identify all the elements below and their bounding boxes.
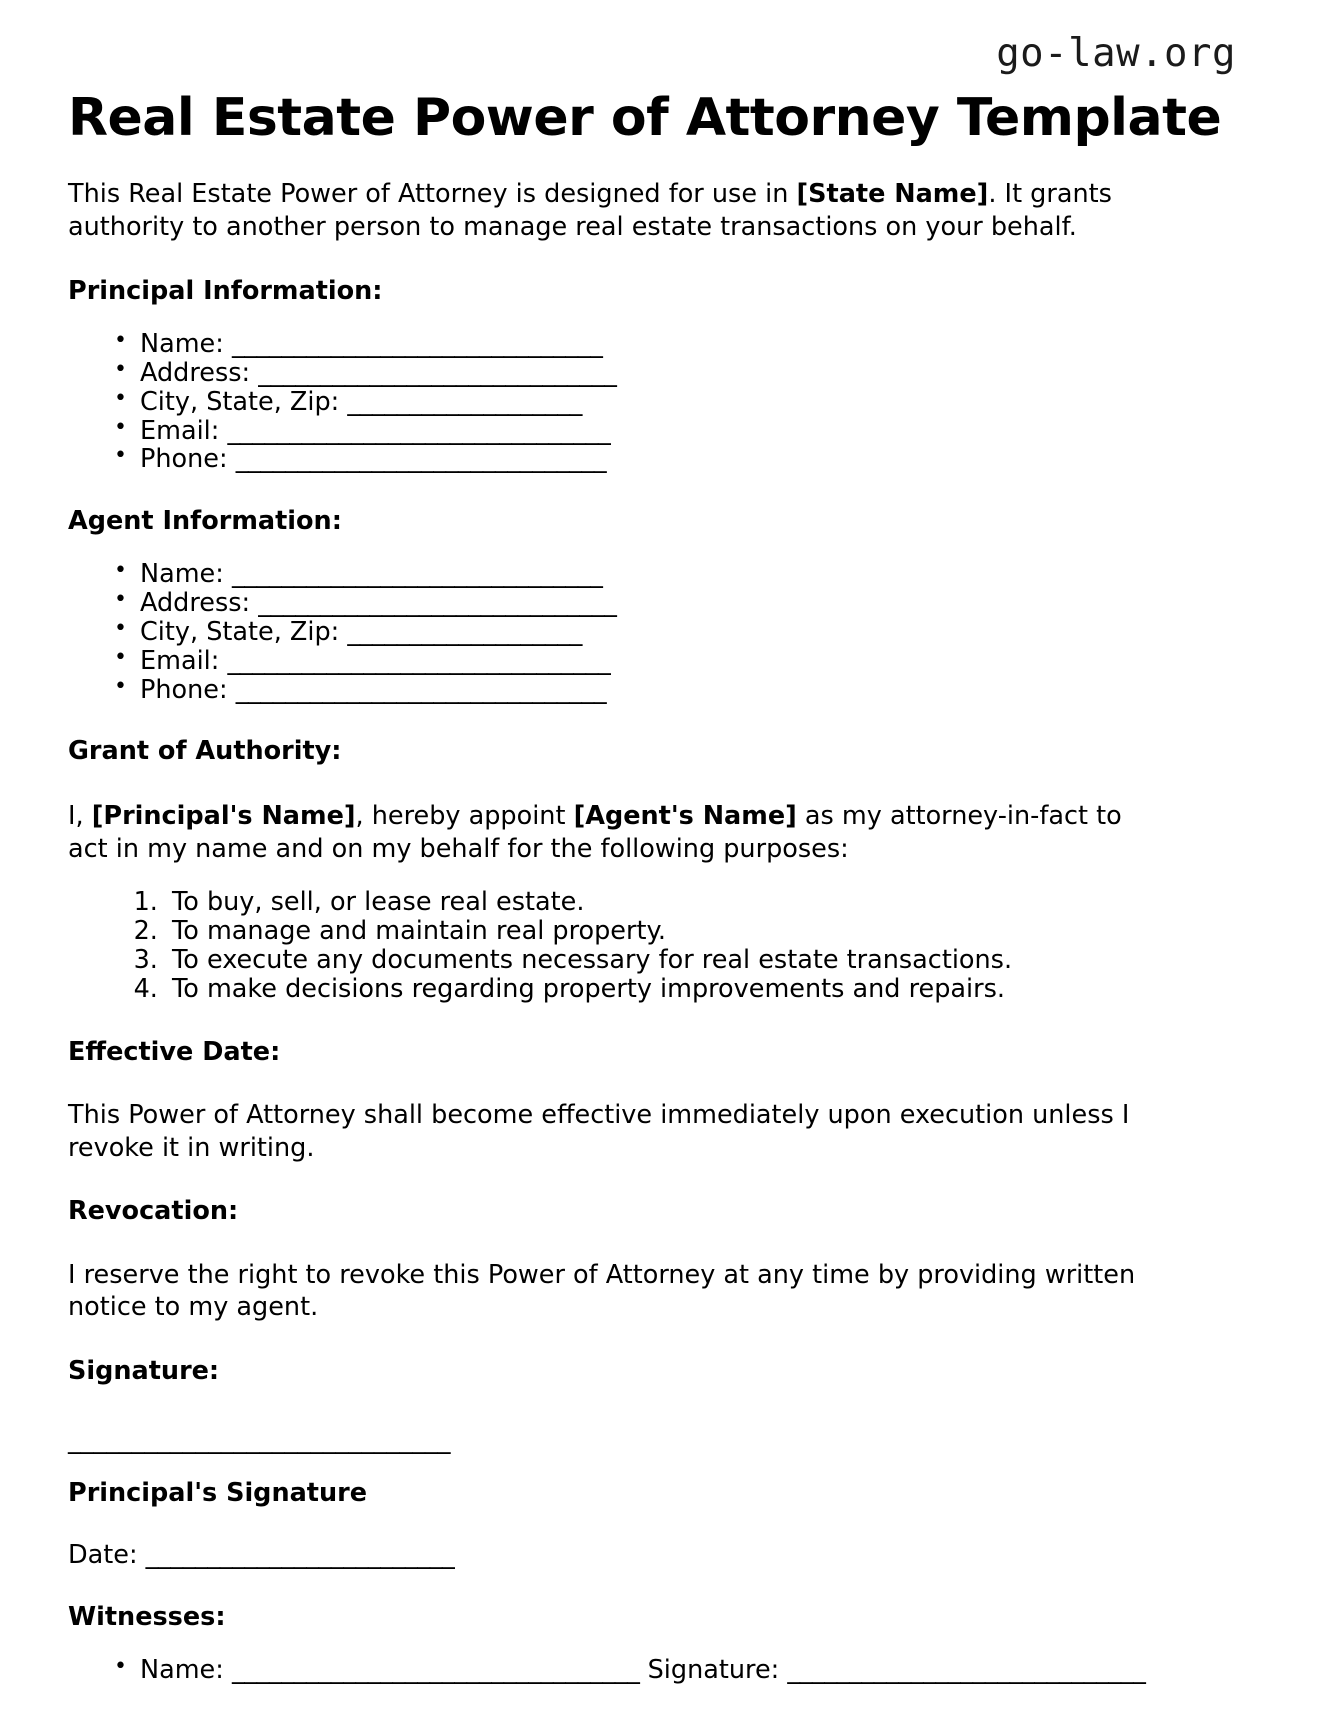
brand-row: [68, 0, 1236, 84]
list-item: [108, 676, 1236, 705]
grant-of-authority-heading: Grant of Authority:: [68, 736, 342, 767]
intro-text-part2: . It grants authority to another person to manage real estate transactions on your behalf.: [68, 179, 1112, 243]
witness-signature-label: Signature:: [647, 1655, 780, 1686]
list-item: [108, 388, 1236, 417]
field-blank: ___________________: [347, 616, 582, 647]
list-item: [108, 417, 1236, 446]
witness-signature-blank: _____________________________: [787, 1655, 1146, 1686]
list-item: [108, 618, 1236, 647]
grant-text-part1: I,: [68, 801, 92, 832]
field-blank: _______________________________: [227, 415, 611, 446]
purposes-list: [68, 888, 1236, 1004]
agent-name-placeholder: [Agent's Name]: [573, 801, 797, 832]
field-blank: _____________________________: [258, 588, 617, 619]
state-name-placeholder: [State Name]: [796, 179, 989, 210]
list-item: [108, 589, 1236, 618]
list-item: [108, 445, 1236, 474]
intro-text-part1: This Real Estate Power of Attorney is designed for use in: [68, 179, 797, 210]
field-label: Address:: [140, 588, 251, 619]
grant-text-part2: , hereby appoint: [355, 801, 574, 832]
grant-of-authority-paragraph: [68, 800, 1158, 866]
field-label: Email:: [140, 415, 220, 446]
field-blank: ______________________________: [231, 329, 603, 360]
field-label: City, State, Zip:: [140, 386, 340, 417]
signature-date-row: [68, 1540, 1236, 1570]
list-item: 2. To manage and maintain real property.: [166, 917, 1236, 946]
field-label: Name:: [140, 559, 224, 590]
effective-date-paragraph: This Power of Attorney shall become effective immediately upon execution unless I revoke it in writing.: [68, 1099, 1130, 1163]
page-title: Real Estate Power of Attorney Template: [68, 88, 1222, 148]
date-label: Date:: [68, 1540, 138, 1570]
field-blank: ______________________________: [231, 559, 603, 590]
effective-date-heading: Effective Date:: [68, 1036, 281, 1067]
field-label: Email:: [140, 645, 220, 676]
date-blank: _________________________: [145, 1540, 455, 1570]
witness-name-label: Name:: [140, 1655, 224, 1686]
field-blank: ______________________________: [235, 444, 607, 475]
list-item: 4. To make decisions regarding property improvements and repairs.: [166, 975, 1236, 1004]
agent-information-heading: Agent Information:: [68, 506, 342, 537]
principal-signature-caption: Principal's Signature: [68, 1478, 368, 1508]
agent-information-list: [68, 560, 1236, 704]
field-blank: ___________________: [347, 386, 582, 417]
witness-name-blank: _________________________________: [231, 1655, 640, 1686]
list-item: [108, 1656, 1236, 1685]
principal-signature-blank: ______________________________: [68, 1424, 451, 1455]
revocation-paragraph: I reserve the right to revoke this Power of Attorney at any time by providing written notice to my agent.: [68, 1259, 1136, 1323]
list-item: 1. To buy, sell, or lease real estate.: [166, 888, 1236, 917]
list-item: [108, 359, 1236, 388]
list-item: 3. To execute any documents necessary for real estate transactions.: [166, 946, 1236, 975]
list-item: [108, 647, 1236, 676]
witnesses-list: [68, 1656, 1236, 1685]
list-item: [108, 560, 1236, 589]
signature-heading: Signature:: [68, 1356, 220, 1387]
intro-paragraph: [68, 178, 1158, 244]
revocation-heading: Revocation:: [68, 1196, 239, 1227]
field-label: Name:: [140, 329, 224, 360]
field-blank: _____________________________: [258, 357, 617, 388]
field-label: City, State, Zip:: [140, 616, 340, 647]
field-label: Phone:: [140, 444, 228, 475]
principal-name-placeholder: [Principal's Name]: [91, 801, 356, 832]
principal-information-heading: Principal Information:: [68, 275, 383, 306]
site-logo-text: go-law.org: [996, 31, 1236, 76]
field-label: Address:: [140, 357, 251, 388]
field-blank: ______________________________: [235, 674, 607, 705]
field-blank: _______________________________: [227, 645, 611, 676]
grant-text-part3: as my attorney-in-fact to act in my name and on my behalf for the following purposes:: [68, 801, 1122, 865]
witnesses-heading: Witnesses:: [68, 1602, 226, 1632]
principal-information-list: [68, 330, 1236, 474]
list-item: [108, 330, 1236, 359]
field-label: Phone:: [140, 674, 228, 705]
